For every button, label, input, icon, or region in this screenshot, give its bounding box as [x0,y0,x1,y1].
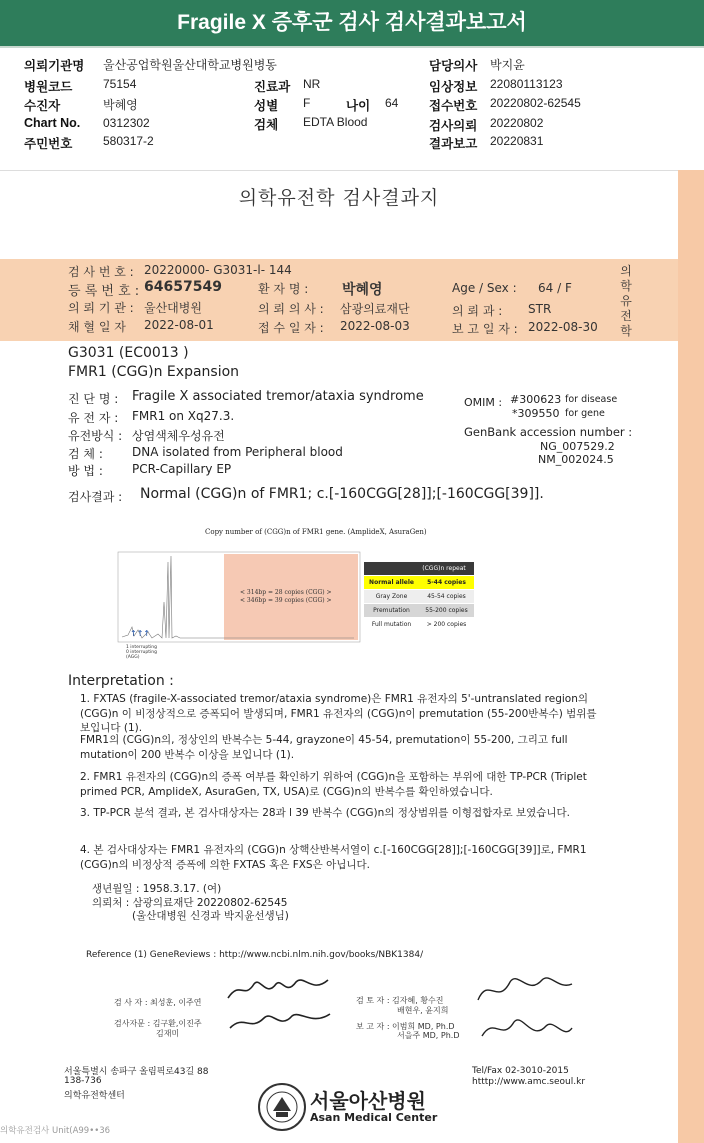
header-value: NR [303,77,321,91]
reg-no: 64657549 [144,279,222,295]
omim-disease-note: for disease [565,394,618,405]
divider [0,170,704,171]
diagnosis: Fragile X associated tremor/ataxia syndrome [132,389,424,404]
inherit-label: 유전방식 : [68,429,123,443]
omim-disease: #300623 [510,393,562,406]
header-value: 0312302 [103,116,150,130]
reviewer: 검 토 자 : 김자혜, 황수진 [356,996,444,1005]
tester: 검 사 자 : 최성훈, 이주연 [114,998,202,1007]
legend-value: > 200 copies [426,621,467,628]
address-line-3: 의학유전학센터 [64,1091,125,1101]
legend-value: 55-200 copies [425,607,468,614]
chart-title: Copy number of (CGG)n of FMR1 gene. (AmplideX, AsuraGen) [205,528,427,536]
header-label: 주민번호 [24,137,73,151]
patient-label: 환 자 명 : [258,282,309,296]
signature-scribble-2 [468,966,578,1062]
genbank-label: GenBank accession number : [464,425,633,439]
exam-no: 20220000- G3031-l- 144 [144,263,292,277]
omim-gene: *309550 [512,407,560,420]
header-value: EDTA Blood [303,115,368,129]
reference: Reference (1) GeneReviews : http://www.ncbi.nlm.nih.gov/books/NBK1384/ [86,950,424,960]
req-dept: STR [528,302,552,316]
genbank-1: NG_007529.2 [540,440,615,453]
header-value: 20220831 [490,134,544,148]
reviewer-2: 배현우, 윤지희 [397,1006,449,1015]
method-label: 방 법 : [68,464,103,478]
interpretation-heading: Interpretation : [68,673,174,689]
bottom-left-code: 의학유전검사 Unit(A99••36 [0,1126,111,1136]
reporter: 보 고 자 : 이범희 MD, Ph.D [356,1022,455,1031]
legend-label: Full mutation [371,621,412,628]
agesex: 64 / F [538,281,572,295]
tester-assist-2: 김재미 [156,1029,180,1038]
header-label: 병원코드 [24,80,73,94]
legend-row-normal [364,576,474,590]
header-label: 나이 [346,99,371,113]
chart-note-1: 1 interrupting [126,645,157,650]
gene-label: 유 전 자 : [68,411,119,425]
chart-note-3: (AGG) [126,655,140,660]
document-title: 의학유전학 검사결과지 [238,187,440,209]
genbank-2: NM_002024.5 [538,453,614,466]
header-label: 검체 [254,118,279,132]
address-line-1: 서울특별시 송파구 올림픽로43길 88 [64,1067,209,1077]
specimen: DNA isolated from Peripheral blood [132,445,343,459]
legend-label: Premutation [373,607,410,614]
legend-label: Gray Zone [375,593,408,600]
header-label: 의뢰기관명 [24,59,85,73]
interpretation-p2: 2. FMR1 유전자의 (CGG)n의 증폭 여부를 확인하기 위하여 (CGG)n을 포함하는 부위에 대한 TP-PCR (Triplet primed PCR, AmplideX, AsuraGen, TX, USA)로 (CGG)n의 반복수를 확인하였습니다. [80,771,587,798]
interpretation-p4: 4. 본 검사대상자는 FMR1 유전자의 (CGG)n 상핵산반복서열이 c.[-160CGG[28]];[-160CGG[39]]로, FMR1 (CGG)n의 비정상적 증폭에 의한 FXTAS 혹은 FXS은 아닙니다. [80,844,587,871]
right-margin-band [678,170,704,1143]
rep-date-label: 보 고 일 자 : [452,322,518,336]
header-label: 접수번호 [429,99,478,113]
req-doc-label: 의 뢰 의 사 : [258,302,324,316]
header-label: 진료과 [254,80,291,94]
legend-value: 5-44 copies [427,579,466,586]
draw-date: 2022-08-01 [144,318,214,332]
req-org-label: 의 뢰 기 관 : [68,301,134,315]
test-name: FMR1 (CGG)n Expansion [68,364,240,380]
legend-header-label: (CGG)n repeat [422,565,466,572]
result-text: Normal (CGG)n of FMR1; c.[-160CGG[28]];[-160CGG[39]]. [140,486,544,502]
chart-annotation-2: < 346bp = 39 copies (CGG) > [240,597,332,604]
omim-gene-note: for gene [565,408,605,419]
hospital-logo-icon [258,1083,306,1131]
interpretation-p1b: FMR1의 (CGG)n의, 정상인의 반복수는 5-44, grayzone이 45-54, premutation이 55-200, 그리고 full mutation이 200 반복수 이상을 보입니다 (1). [80,734,568,761]
result-label: 검사결과 : [68,490,123,504]
website-url[interactable]: htttp://www.amc.seoul.kr [472,1077,586,1087]
tester-assist: 검사자문 : 김구환,이진주 [114,1019,202,1028]
omim-label: OMIM : [464,396,503,409]
header-value: 75154 [103,77,137,91]
header-label: 수진자 [24,99,61,113]
signature-scribble-1 [220,970,340,1040]
chart-note-2: 0 interrupting [126,650,157,655]
gene: FMR1 on Xq27.3. [132,409,235,423]
req-org: 울산대병원 [144,301,202,315]
inherit: 상염색체우성유전 [132,429,225,443]
address-line-2: 138-736 [64,1076,102,1086]
agesex-label: Age / Sex : [452,281,517,295]
header-value: F [303,96,311,110]
birth-date: 생년월일 : 1958.3.17. (여) [92,883,222,895]
header-label: 담당의사 [429,59,478,73]
header-label: 성별 [254,99,279,113]
hospital-name-en: Asan Medical Center [310,1111,438,1124]
draw-date-label: 채 혈 일 자 [68,320,126,334]
header-value: 박지윤 [490,58,525,72]
tel-fax: Tel/Fax 02-3010-2015 [472,1066,569,1076]
recv-date: 2022-08-03 [340,319,410,333]
report-title: Fragile X 증후군 검사 검사결과보고서 [0,0,704,48]
header-value: 20220802 [490,116,544,130]
interpretation-p3: 3. TP-PCR 분석 결과, 본 검사대상자는 28과 l 39 반복수 (CGG)n의 정상범위를 이형접합자로 보였습니다. [80,807,571,819]
header-value: 20220802-62545 [490,96,581,110]
header-label: 결과보고 [429,137,478,151]
legend-value: 45-54 copies [427,593,466,600]
test-code: G3031 (EC0013 ) [68,345,189,361]
reporter-2: 서을주 MD, Ph.D [397,1031,460,1040]
header-value: 22080113123 [490,77,563,91]
header-label: 임상정보 [429,80,478,94]
vertical-dept-label: 의학유전학 [620,264,632,338]
repeat-legend-table [364,562,474,632]
header-value: 박혜영 [103,98,138,112]
patient-name: 박혜영 [342,282,383,298]
legend-row-gray [364,590,474,604]
header-label: 검사의뢰 [429,119,478,133]
legend-row-premutation [364,604,474,618]
specimen-label: 검 체 : [68,447,103,461]
header-value: 580317-2 [103,134,154,148]
req-doc: 삼광의료재단 [340,302,410,316]
legend-label: Normal allele [369,579,414,586]
chart-annotation-1: < 314bp = 28 copies (CGG) > [240,589,332,596]
legend-header [364,562,474,576]
requester-detail: (울산대병원 신경과 박지윤선생님) [132,910,289,922]
recv-date-label: 접 수 일 자 : [258,321,324,335]
diagnosis-label: 진 단 명 : [68,392,119,406]
reg-no-label: 등 록 번 호 : [68,284,140,299]
hospital-name-ko: 서울아산병원 [310,1089,426,1113]
exam-no-label: 검 사 번 호 : [68,265,134,279]
arrow-marks: ↑↑↑ [130,629,151,638]
header-value: 64 [385,96,399,110]
legend-row-full [364,618,474,632]
header-label: Chart No. [24,116,81,130]
header-value: 울산공업학원울산대학교병원병동 [103,58,277,72]
interpretation-p1: 1. FXTAS (fragile-X-associated tremor/ataxia syndrome)은 FMR1 유전자의 5'-untranslated region의 (CGG)n 이 비정상적으로 증폭되어 발생되며, FMR1 유전자의 (CGG)n이 premutation (55-200반복수) 범위를 보입니다 (1). [80,693,597,734]
req-dept-label: 의 뢰 과 : [452,304,503,318]
rep-date: 2022-08-30 [528,320,598,334]
requester: 의뢰처 : 삼광의료재단 20220802-62545 [92,897,288,909]
method: PCR-Capillary EP [132,462,232,476]
